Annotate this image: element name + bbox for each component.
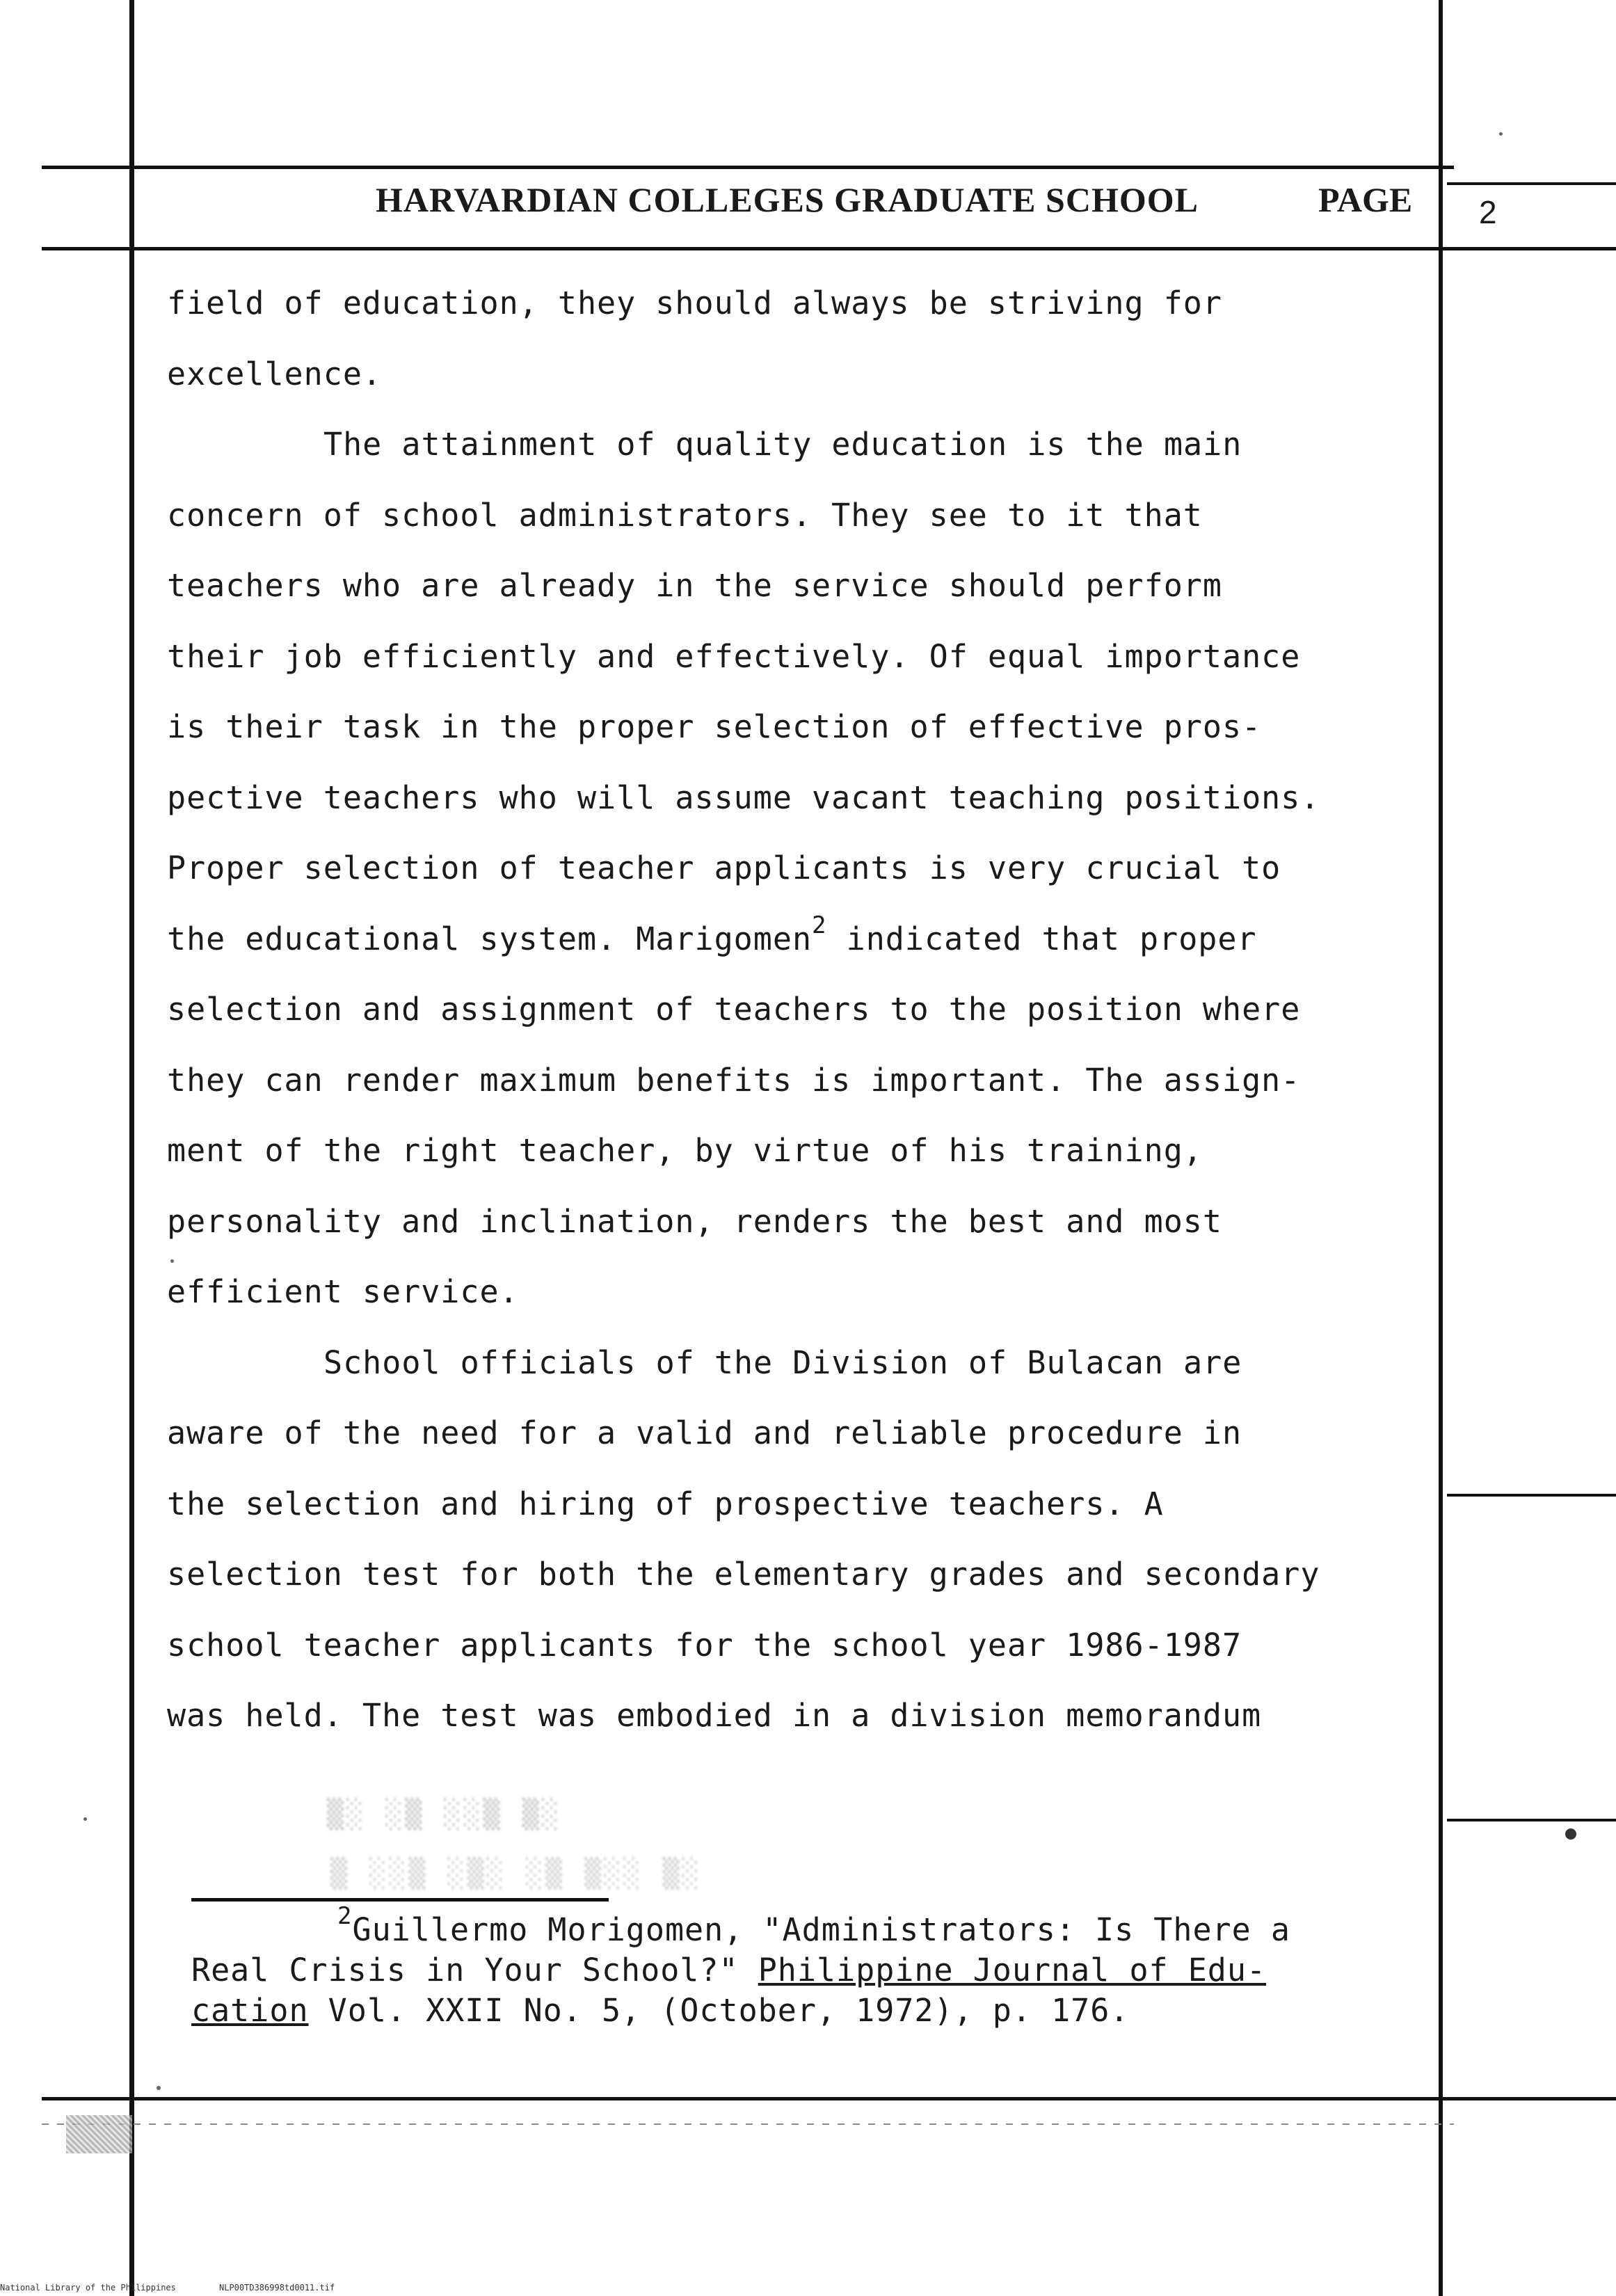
- body-line: ment of the right teacher, by virtue of his training,: [167, 1132, 1203, 1169]
- scan-speck: [157, 2086, 161, 2090]
- body-line: pective teachers who will assume vacant teaching positions.: [167, 779, 1320, 816]
- scan-library-label: National Library of the Philippines: [0, 2283, 176, 2293]
- bottom-rule: [42, 2097, 1616, 2100]
- body-line: was held. The test was embodied in a division memorandum: [167, 1697, 1262, 1734]
- footnote: [191, 1902, 1430, 2031]
- top-rule: [42, 166, 1454, 169]
- body-line: aware of the need for a valid and reliable procedure in: [167, 1414, 1242, 1451]
- body-line: is their task in the proper selection of effective pros-: [167, 708, 1262, 745]
- scan-speck: [1499, 132, 1503, 136]
- scan-speck: [83, 1817, 87, 1821]
- body-line: field of education, they should always be striving for: [167, 285, 1222, 321]
- footnote-separator: [191, 1898, 609, 1902]
- body-text: [167, 268, 1440, 1751]
- body-line: their job efficiently and effectively. Of equal importance: [167, 637, 1301, 675]
- body-line: the selection and hiring of prospective teachers. A: [167, 1485, 1164, 1522]
- top-rule-right-stub: [1447, 182, 1616, 185]
- body-line: efficient service.: [167, 1273, 519, 1310]
- scan-speck: [170, 1259, 174, 1263]
- journal-title: cation: [191, 1992, 309, 2029]
- show-through-smudge: ▒ ░░▒ ░▒░ ░▒ ▒░░ ▒░: [330, 1858, 702, 1890]
- scan-speck: [1565, 1828, 1576, 1840]
- scan-artifact: [66, 2115, 132, 2153]
- footnote-text: Guillermo Morigomen, "Administrators: Is There a: [352, 1911, 1290, 1948]
- body-line: selection test for both the elementary grades and secondary: [167, 1556, 1320, 1593]
- footnote-line-1: [191, 1902, 1430, 1950]
- show-through-smudge: ▒░ ░▒ ░░▒ ▒░: [327, 1799, 561, 1831]
- body-line: excellence.: [167, 355, 383, 392]
- body-line: Proper selection of teacher applicants is very crucial to: [167, 850, 1281, 886]
- body-line: The attainment of quality education is the main: [323, 426, 1242, 463]
- footnote-line-2: [191, 1950, 1430, 1991]
- journal-title: Philippine Journal of Edu-: [758, 1952, 1267, 1988]
- footnote-text: Real Crisis in Your School?": [191, 1952, 758, 1988]
- bottom-rule-dashed: [42, 2123, 1454, 2125]
- reference-superscript: 2: [812, 911, 827, 939]
- right-margin-tick-1: [1447, 1494, 1616, 1497]
- footnote-marker: 2: [337, 1902, 353, 1930]
- body-line-with-reference: [167, 904, 1440, 975]
- page-number: 2: [1479, 194, 1497, 230]
- body-line: teachers who are already in the service should perform: [167, 567, 1222, 604]
- left-margin-rule: [129, 0, 134, 2296]
- body-line: they can render maximum benefits is important. The assign-: [167, 1061, 1301, 1099]
- body-line: selection and assignment of teachers to the position where: [167, 991, 1301, 1028]
- body-line: school teacher applicants for the school year 1986-1987: [167, 1626, 1242, 1664]
- body-line-tail: indicated that proper: [826, 920, 1257, 957]
- page-title: HARVARDIAN COLLEGES GRADUATE SCHOOL: [376, 180, 1199, 219]
- footnote-text: Vol. XXII No. 5, (October, 1972), p. 176.: [308, 1992, 1130, 2029]
- body-line-start: the educational system. Marigomen: [167, 920, 813, 957]
- right-margin-tick-2: [1447, 1819, 1616, 1821]
- header-rule: [42, 247, 1616, 250]
- page-label: PAGE: [1318, 180, 1413, 219]
- scan-file-name: NLP00TD386998td0011.tif: [219, 2283, 335, 2293]
- body-line: School officials of the Division of Bulacan are: [323, 1344, 1242, 1381]
- body-line: concern of school administrators. They see to it that: [167, 496, 1203, 534]
- footnote-line-3: [191, 1991, 1430, 2031]
- body-line: personality and inclination, renders the best and most: [167, 1202, 1222, 1240]
